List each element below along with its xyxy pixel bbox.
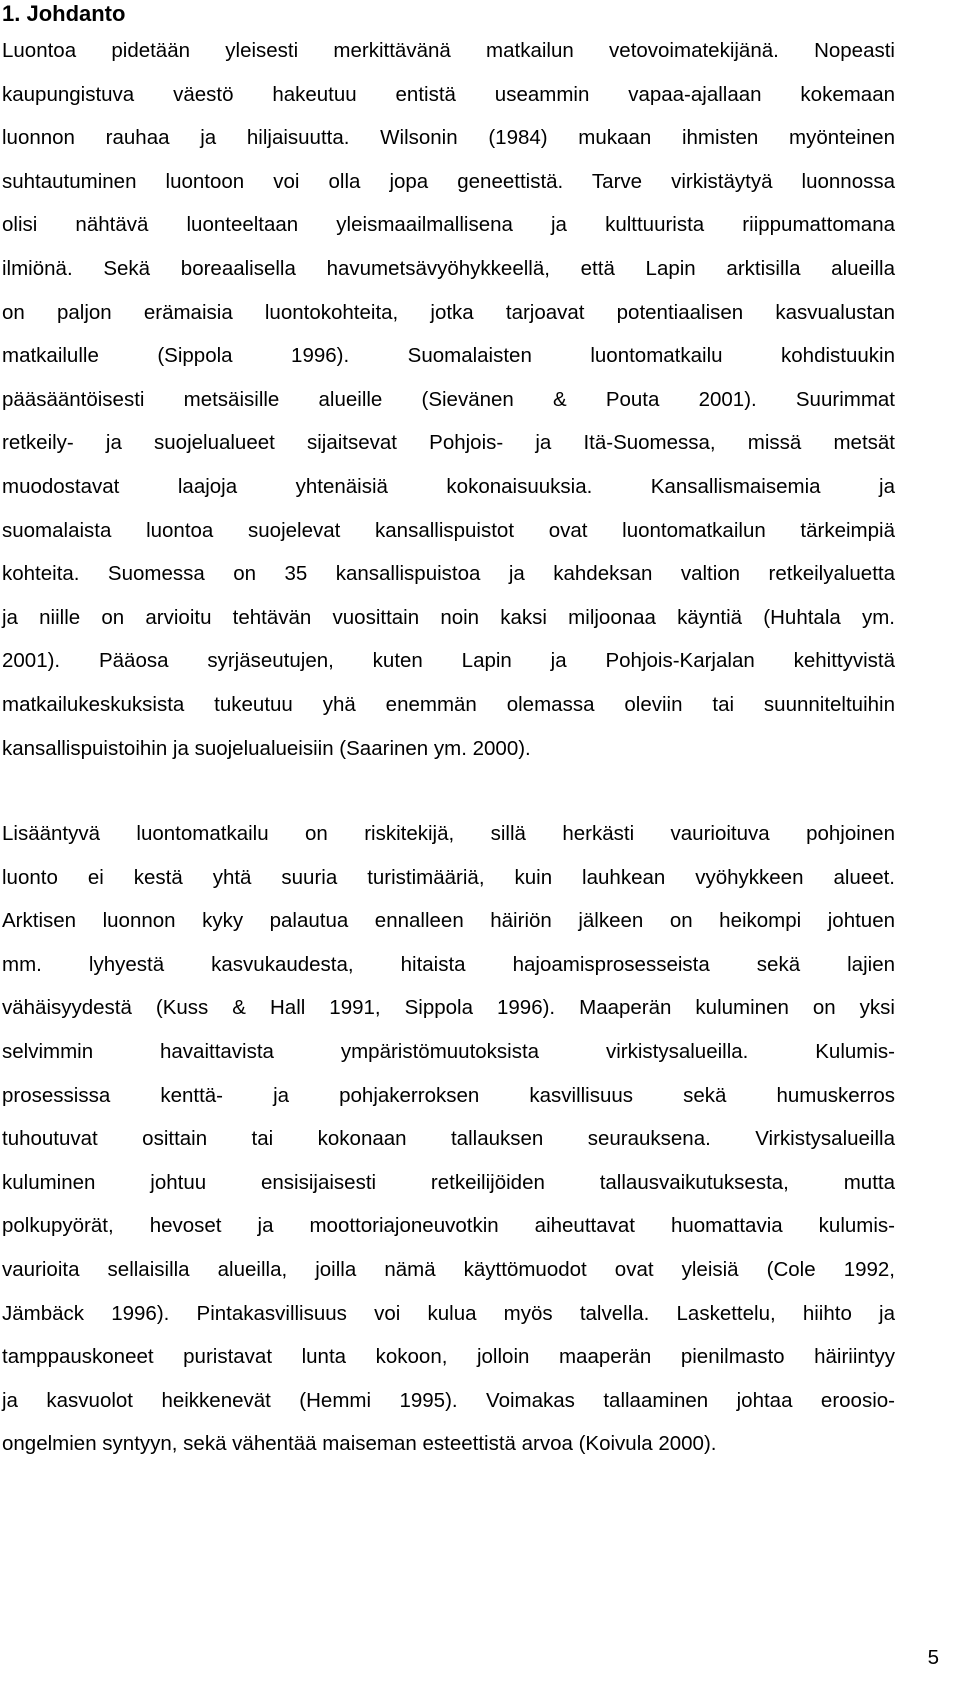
text-line: retkeily- ja suojelualueet sijaitsevat Pohjois- ja Itä-Suomessa, missä metsät [2,431,895,455]
text-line: vähäisyydestä (Kuss & Hall 1991, Sippola 1996). Maaperän kuluminen on yksi [2,996,895,1020]
text-line: ja kasvuolot heikkenevät (Hemmi 1995). Voimakas tallaaminen johtaa eroosio- [2,1388,895,1412]
text-line: ilmiönä. Sekä boreaalisella havumetsävyöhykkeellä, että Lapin arktisilla alueilla [2,256,895,280]
text-line: Luontoa pidetään yleisesti merkittävänä matkailun vetovoimatekijänä. Nopeasti [2,39,895,62]
text-line: 2001). Pääosa syrjäseutujen, kuten Lapin ja Pohjois-Karjalan kehittyvistä [2,649,895,673]
text-line: polkupyörät, hevoset ja moottoriajoneuvotkin aiheuttavat huomattavia kulumis- [2,1214,895,1238]
text-line: pääsääntöisesti metsäisille alueille (Sievänen & Pouta 2001). Suurimmat [2,387,895,411]
text-line: tamppauskoneet puristavat lunta kokoon, jolloin maaperän pienilmasto häiriintyy [2,1345,895,1369]
text-line: selvimmin havaittavista ympäristömuutoksista virkistysalueilla. Kulumis- [2,1039,895,1063]
text-line: ja niille on arvioitu tehtävän vuosittain noin kaksi miljoonaa käyntiä (Huhtala ym. [2,605,895,629]
text-line: vaurioita sellaisilla alueilla, joilla nämä käyttömuodot ovat yleisiä (Cole 1992, [2,1257,895,1281]
text-line: Jämbäck 1996). Pintakasvillisuus voi kulua myös talvella. Laskettelu, hiihto ja [2,1301,895,1325]
section-heading: 1. Johdanto [2,1,126,26]
paragraph-introduction [2,29,895,770]
text-line: kohteita. Suomessa on 35 kansallispuistoa ja kahdeksan valtion retkeilyaluetta [2,562,895,586]
text-line: tuhoutuvat osittain tai kokonaan tallauksen seurauksena. Virkistysalueilla [2,1127,895,1151]
text-line: olisi nähtävä luonteeltaan yleismaailmallisena ja kulttuurista riippumattomana [2,213,895,237]
text-line: kaupungistuva väestö hakeutuu entistä useammin vapaa-ajallaan kokemaan [2,82,895,106]
text-line: muodostavat laajoja yhtenäisiä kokonaisuuksia. Kansallismaisemia ja [2,474,895,498]
text-line: prosessissa kenttä- ja pohjakerroksen kasvillisuus sekä humuskerros [2,1083,895,1107]
text-line: suomalaista luontoa suojelevat kansallispuistot ovat luontomatkailun tärkeimpiä [2,518,895,542]
text-line: suhtautuminen luontoon voi olla jopa geneettistä. Tarve virkistäytyä luonnossa [2,169,895,193]
text-line: on paljon erämaisia luontokohteita, jotka tarjoavat potentiaalisen kasvualustan [2,300,895,324]
text-line: Lisääntyvä luontomatkailu on riskitekijä, sillä herkästi vaurioituva pohjoinen [2,822,895,845]
text-line: Arktisen luonnon kyky palautua ennalleen häiriön jälkeen on heikompi johtuen [2,909,895,933]
text-line: kansallispuistoihin ja suojelualueisiin (Saarinen ym. 2000). [2,736,531,760]
text-line: ongelmien syntyyn, sekä vähentää maiseman esteettistä arvoa (Koivula 2000). [2,1432,717,1456]
text-line: luonto ei kestä yhtä suuria turistimääriä, kuin lauhkean vyöhykkeen alueet. [2,865,895,889]
text-line: mm. lyhyestä kasvukaudesta, hitaista hajoamisprosesseista sekä lajien [2,952,895,976]
paragraph-erosion [2,812,895,1466]
text-line: luonnon rauhaa ja hiljaisuutta. Wilsonin (1984) mukaan ihmisten myönteinen [2,126,895,150]
text-line: matkailukeskuksista tukeutuu yhä enemmän olemassa oleviin tai suunniteltuihin [2,692,895,716]
page-number: 5 [927,1646,939,1669]
text-line: matkailulle (Sippola 1996). Suomalaisten luontomatkailu kohdistuukin [2,344,895,368]
text-line: kuluminen johtuu ensisijaisesti retkeilijöiden tallausvaikutuksesta, mutta [2,1170,895,1194]
